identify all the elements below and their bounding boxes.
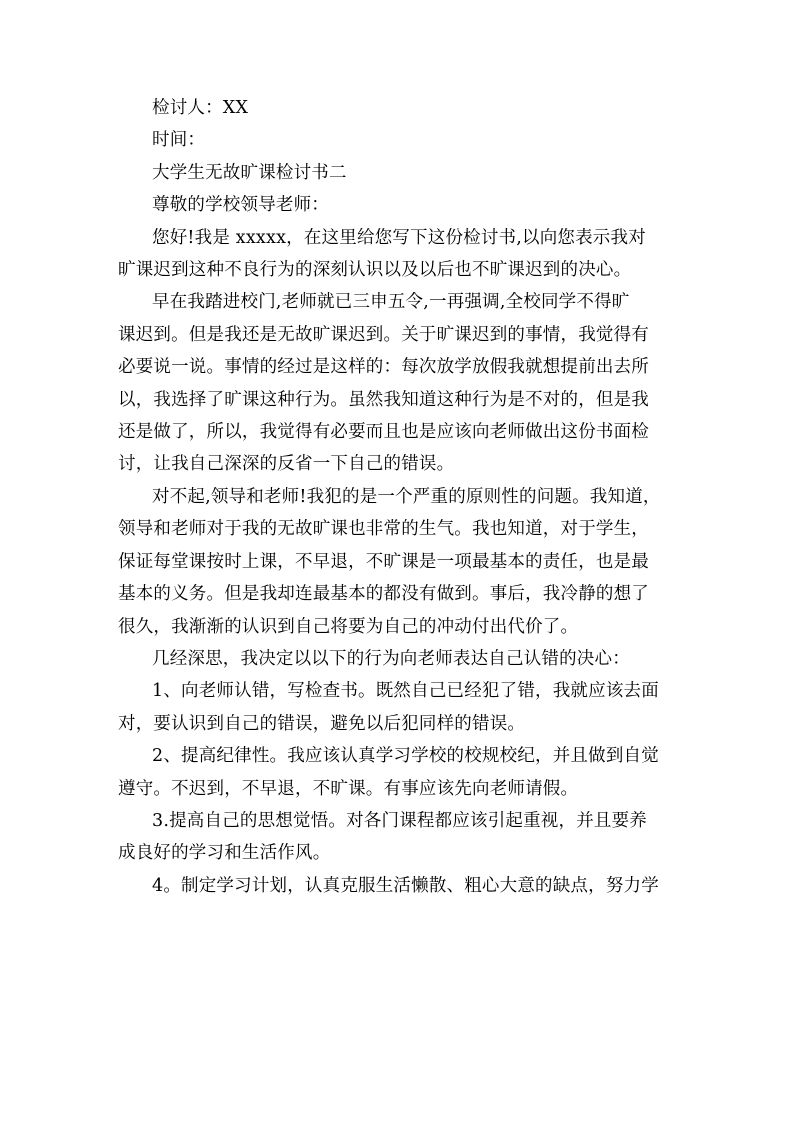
document-body [118,92,684,902]
paragraph-line: 对不起,领导和老师!我犯的是一个严重的原则性的问题。我知道， [152,486,661,507]
paragraph-line: 还是做了，所以，我觉得有必要而且也是应该向老师做出这份书面检 [118,422,649,443]
list-item-line: 3.提高自己的思想觉悟。对各门课程都应该引起重视，并且要养 [152,810,647,831]
paragraph-line: 旷课迟到这种不良行为的深刻认识以及以后也不旷课迟到的决心。 [118,260,632,281]
paragraph-line: 基本的义务。但是我却连最基本的都没有做到。事后，我冷静的想了 [118,584,649,605]
paragraph-line: 早在我踏进校门,老师就已三申五令,一再强调,全校同学不得旷 [152,292,630,313]
paragraph-line: 课迟到。但是我还是无故旷课迟到。关于旷课迟到的事情，我觉得有 [118,324,649,345]
section-title: 大学生无故旷课检讨书二 [152,162,347,183]
signatory-line: 检讨人：XX [152,98,249,118]
paragraph-line: 几经深思，我决定以以下的行为向老师表达自己认错的决心： [152,648,630,669]
paragraph-line: 必要说一说。事情的经过是这样的：每次放学放假我就想提前出去所 [118,357,649,378]
list-item-line: 2、提高纪律性。我应该认真学习学校的校规校纪，并且做到自觉 [152,746,659,767]
paragraph-line: 讨，让我自己深深的反省一下自己的错误。 [118,454,455,475]
paragraph-line: 领导和老师对于我的无故旷课也非常的生气。我也知道，对于学生， [118,519,649,540]
paragraph-line: 很久，我渐渐的认识到自己将要为自己的冲动付出代价了。 [118,616,579,637]
salutation: 尊敬的学校领导老师： [152,195,329,216]
date-line: 时间： [152,130,206,151]
paragraph-line: 您好!我是 xxxxx，在这里给您写下这份检讨书,以向您表示我对 [152,227,646,248]
list-item-line: 对，要认识到自己的错误，避免以后犯同样的错误。 [118,713,526,734]
paragraph-line: 保证每堂课按时上课，不早退，不旷课是一项最基本的责任，也是最 [118,551,649,572]
list-item-line: 4。制定学习计划，认真克服生活懒散、粗心大意的缺点，努力学 [152,875,659,896]
list-item-line: 成良好的学习和生活作风。 [118,843,331,864]
paragraph-line: 以，我选择了旷课这种行为。虽然我知道这种行为是不对的，但是我 [118,389,649,410]
list-item-line: 遵守。不迟到，不早退，不旷课。有事应该先向老师请假。 [118,778,579,799]
list-item-line: 1、向老师认错，写检查书。既然自己已经犯了错，我就应该去面 [152,681,659,702]
